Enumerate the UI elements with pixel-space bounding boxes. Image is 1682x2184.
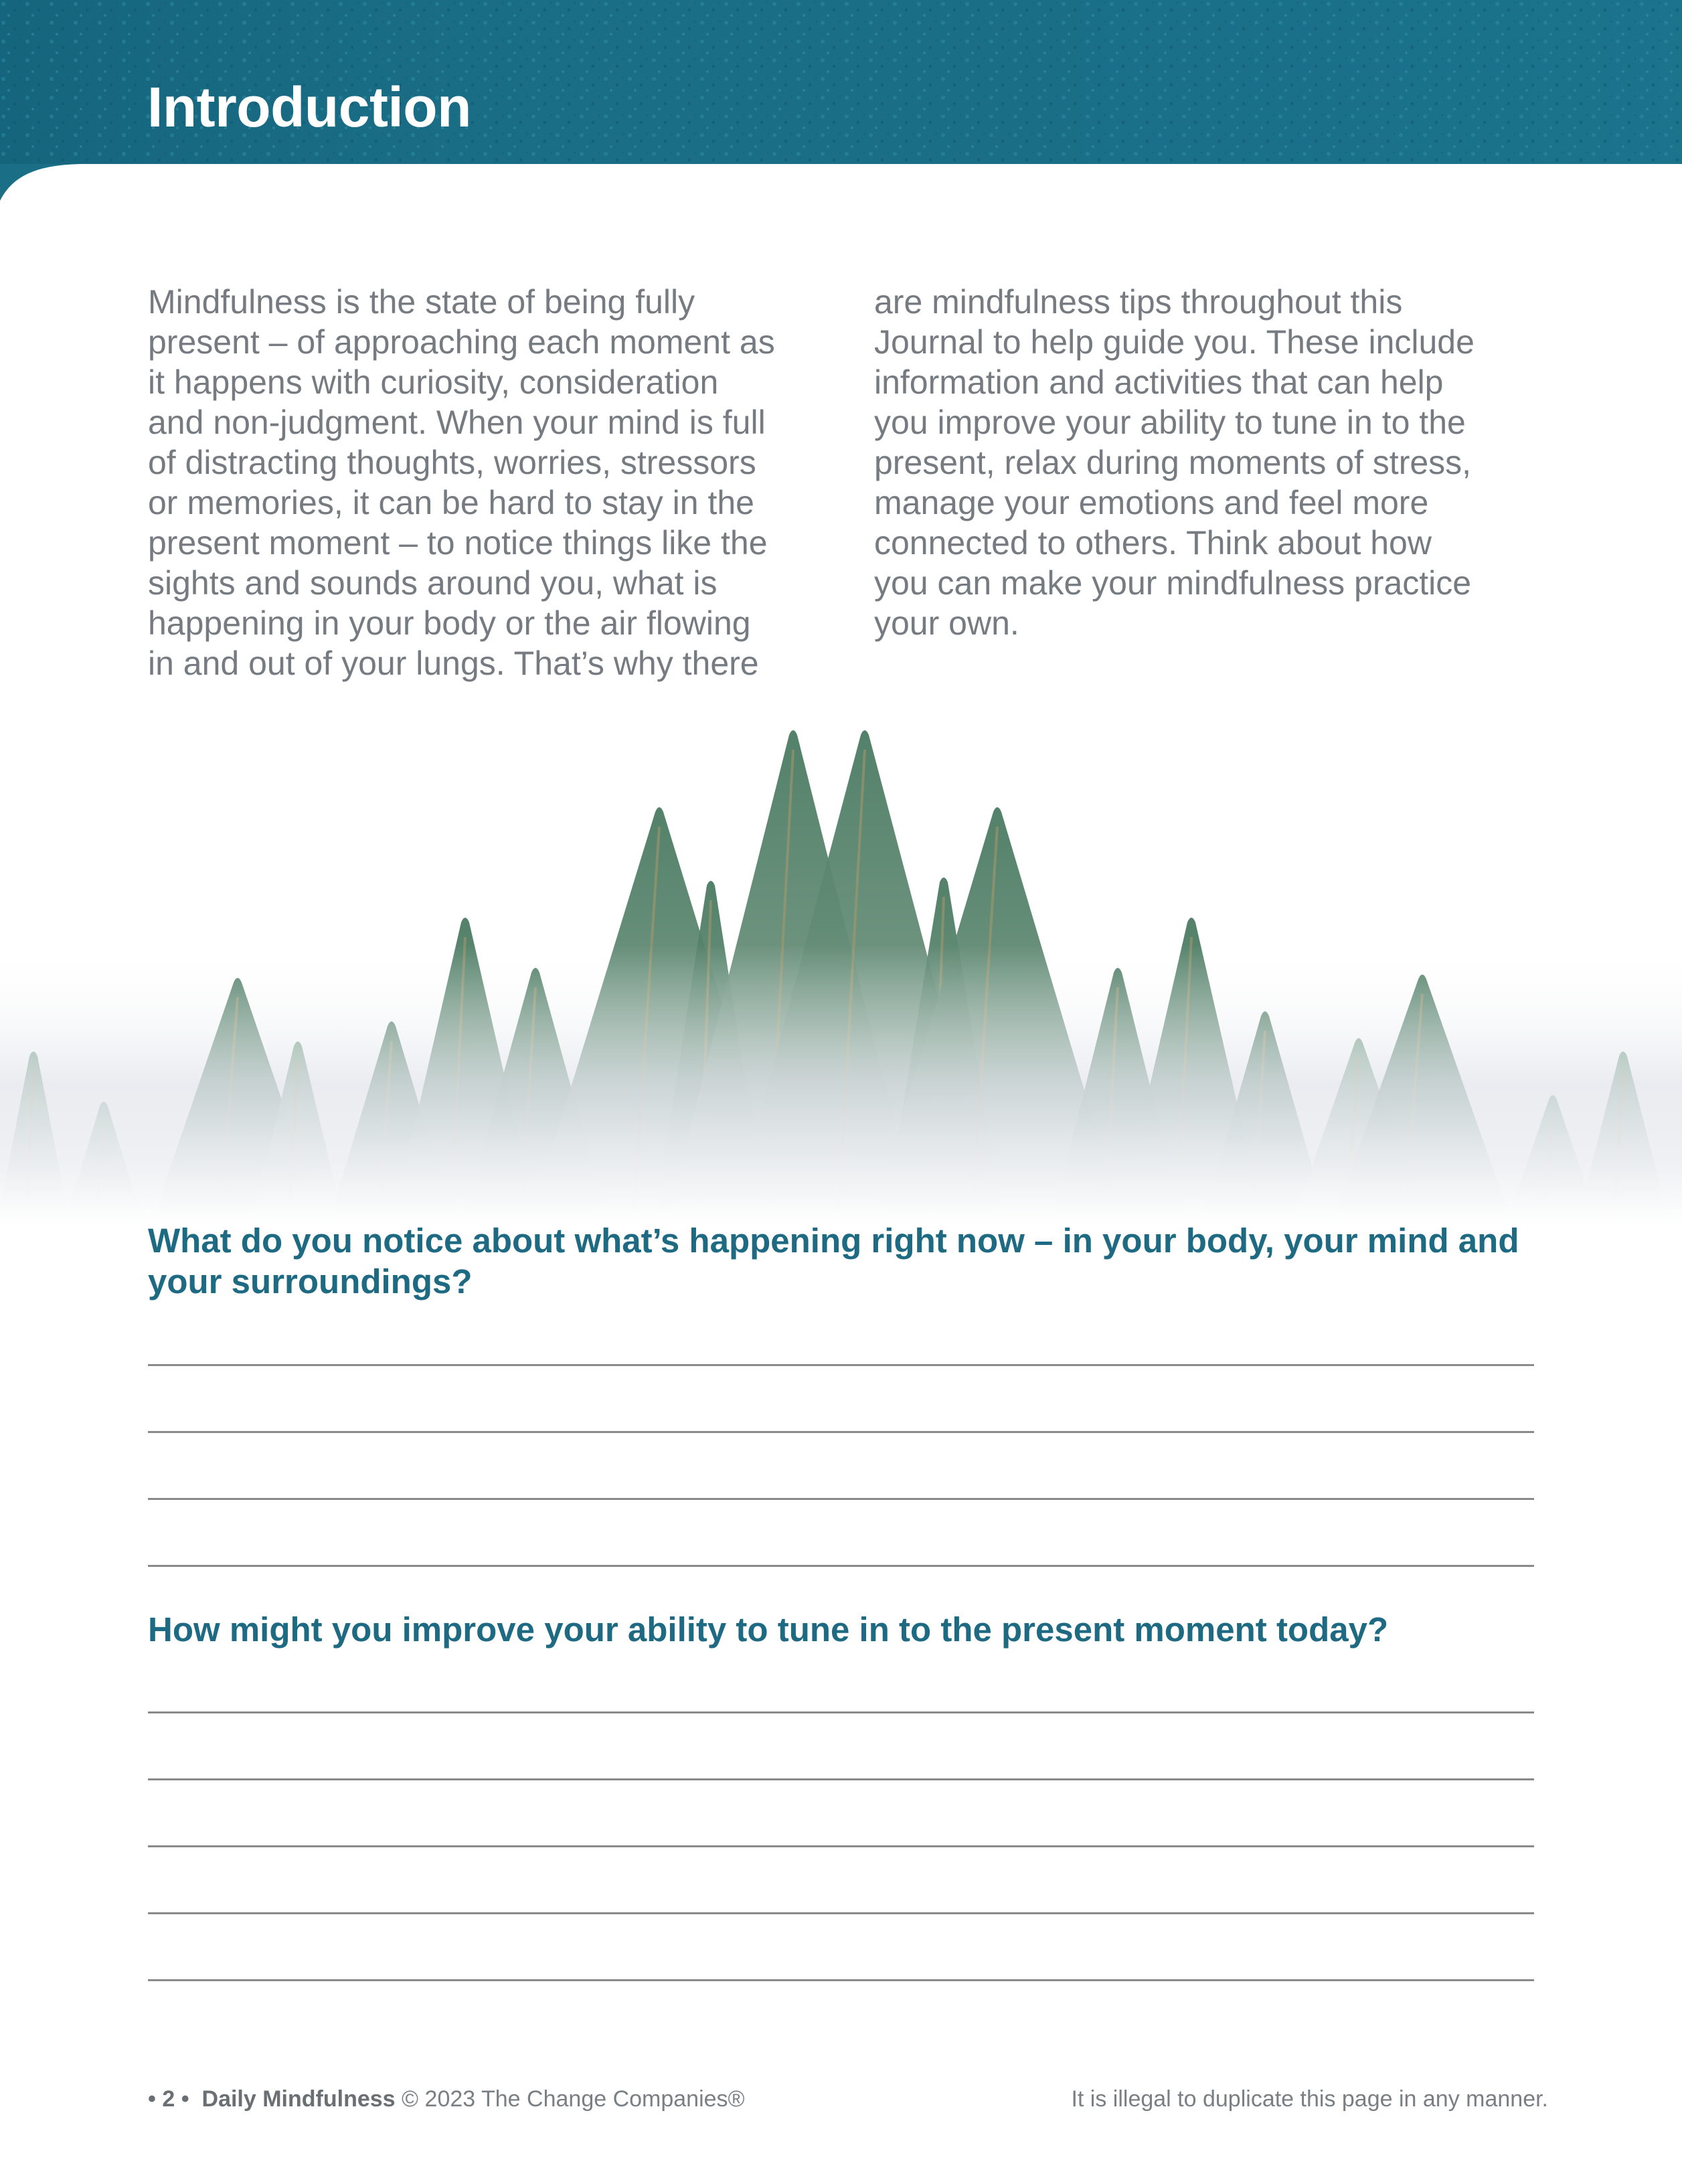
answer-line[interactable] [148,1431,1534,1433]
answer-line[interactable] [148,1912,1534,1914]
intro-line: or memories, it can be hard to stay in the [148,484,754,521]
intro-line: Mindfulness is the state of being fully [148,283,695,321]
book-title: Daily Mindfulness [201,2086,396,2112]
intro-line: your own. [874,604,1019,642]
prompt-2-line-1: How might you improve your ability to tune in to the present moment today? [148,1610,1389,1649]
intro-line: information and activities that can help [874,363,1444,401]
intro-line: you can make your mindfulness practice [874,564,1472,602]
intro-line: present moment – to notice things like the [148,524,768,562]
intro-line: and non-judgment. When your mind is full [148,404,766,441]
header-corner-curve [0,134,87,207]
page-number: • 2 • [148,2086,189,2112]
page-title: Introduction [147,76,471,139]
intro-line: connected to others. Think about how [874,524,1432,562]
intro-line: happening in your body or the air flowing [148,604,751,642]
intro-line: present – of approaching each moment as [148,323,775,361]
copyright: © 2023 The Change Companies® [402,2086,745,2112]
intro-line: Journal to help guide you. These include [874,323,1475,361]
intro-column-right [874,282,1537,643]
header-band [0,0,1682,164]
mist-overlay [0,716,1682,1225]
answer-line[interactable] [148,1845,1534,1847]
answer-line[interactable] [148,1778,1534,1780]
intro-line: in and out of your lungs. That’s why there [148,645,759,682]
answer-line[interactable] [148,1979,1534,1981]
intro-line: are mindfulness tips throughout this [874,283,1403,321]
intro-line: manage your emotions and feel more [874,484,1429,521]
footer-notice: It is illegal to duplicate this page in any manner. [1071,2086,1548,2112]
intro-line: present, relax during moments of stress, [874,444,1472,481]
prompt-1-line-1: What do you notice about what’s happening right now – in your body, your mind and [148,1222,1519,1260]
prompt-1-line-2: your surroundings? [148,1262,473,1300]
forest-illustration [0,716,1682,1225]
intro-line: it happens with curiosity, consideration [148,363,719,401]
journal-prompt-1 [148,1220,1547,1302]
answer-line[interactable] [148,1711,1534,1713]
answer-line[interactable] [148,1565,1534,1567]
answer-line[interactable] [148,1364,1534,1366]
intro-column-left [148,282,824,683]
intro-line: you improve your ability to tune in to the [874,404,1466,441]
journal-prompt-2 [148,1609,1547,1650]
intro-line: of distracting thoughts, worries, stressors [148,444,756,481]
answer-line[interactable] [148,1498,1534,1500]
intro-line: sights and sounds around you, what is [148,564,718,602]
footer-credit [148,2086,745,2112]
